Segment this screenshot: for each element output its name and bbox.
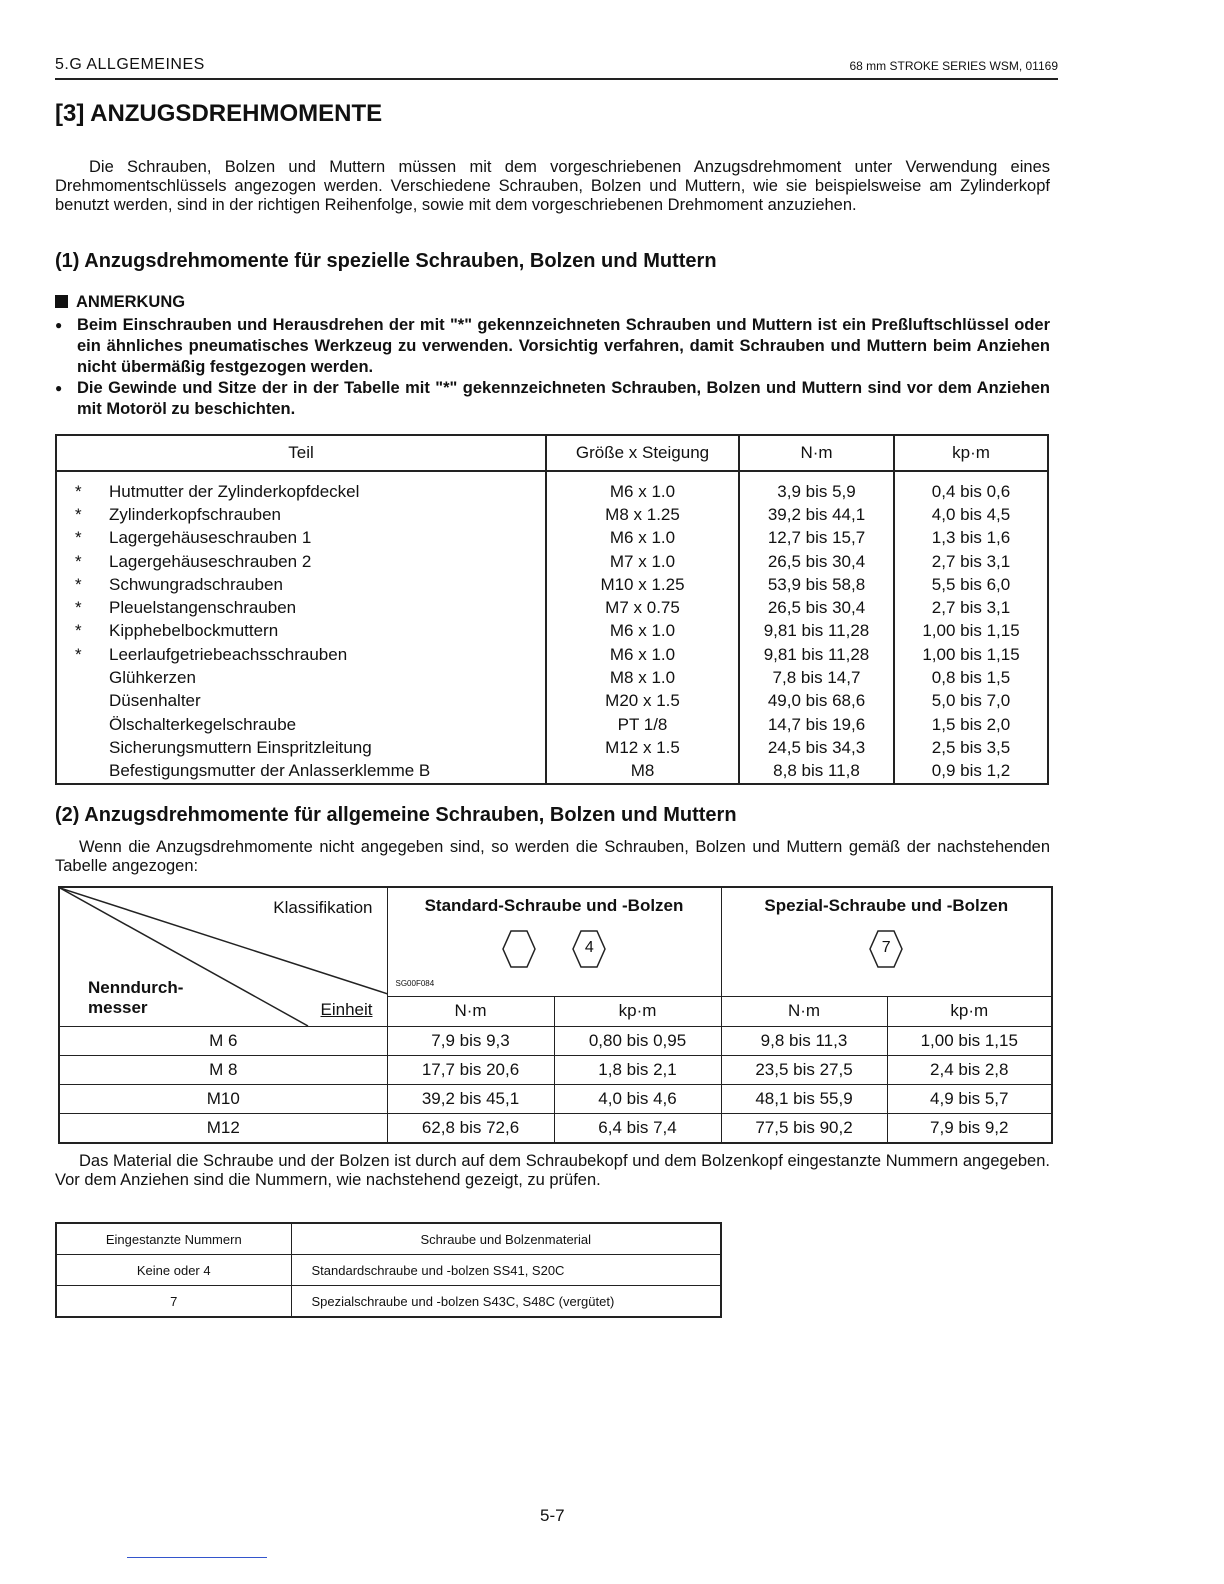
skp-cell: 4,0 bis 4,6 (554, 1085, 721, 1114)
size-cell: M20 x 1.5 (546, 690, 739, 713)
kpm-cell: 0,4 bis 0,6 (894, 471, 1048, 503)
unit-label: Einheit (320, 1000, 373, 1019)
part-cell (56, 527, 546, 550)
size-cell: M6 x 1.0 (546, 527, 739, 550)
size-cell: M8 (546, 760, 739, 784)
part-cell (56, 503, 546, 526)
table-row (56, 666, 1048, 689)
size-cell: M12 x 1.5 (546, 736, 739, 759)
table-row (56, 527, 1048, 550)
col-header: Teil (56, 435, 546, 471)
nm-cell: 3,9 bis 5,9 (739, 471, 894, 503)
table-row (56, 471, 1048, 503)
stamp-number: 7 (56, 1286, 291, 1318)
table-row (56, 573, 1048, 596)
part-name: Schwungradschrauben (109, 574, 283, 594)
table-row (59, 1114, 1052, 1144)
nm-cell: 14,7 bis 19,6 (739, 713, 894, 736)
nm-cell: 53,9 bis 58,8 (739, 573, 894, 596)
nm-cell: 9,81 bis 11,28 (739, 643, 894, 666)
nm-cell: 9,81 bis 11,28 (739, 620, 894, 643)
size-cell: M7 x 0.75 (546, 596, 739, 619)
part-cell (56, 643, 546, 666)
pnm-cell: 9,8 bis 11,3 (721, 1027, 887, 1056)
kpm-cell: 1,5 bis 2,0 (894, 713, 1048, 736)
unit-header: N·m (721, 996, 887, 1026)
part-cell (56, 573, 546, 596)
nm-cell: 26,5 bis 30,4 (739, 596, 894, 619)
star-mark: * (75, 574, 82, 594)
table-row (56, 503, 1048, 526)
intro-paragraph: Die Schrauben, Bolzen und Muttern müssen mit dem vorgeschriebenen Anzugsdrehmoment unter Verwendung eines Drehmomentschlüssels angezogen werden. Verschiedene Schrauben, Bolzen und Muttern, wie sie beispielsweise am Zylinderkopf benutzt werden, sind in der richtigen Reihenfolge, sowie mit dem vorgeschriebenen Drehmoment anzuziehen. (55, 158, 1050, 214)
part-cell (56, 596, 546, 619)
star-mark: * (75, 644, 82, 664)
section-label: 5.G ALLGEMEINES (55, 56, 205, 73)
part-name: Glühkerzen (109, 668, 196, 688)
size-cell: M8 x 1.0 (546, 666, 739, 689)
star-mark: * (75, 528, 82, 548)
part-cell (56, 666, 546, 689)
part-name: Lagergehäuseschrauben 1 (109, 528, 312, 548)
pnm-cell: 48,1 bis 55,9 (721, 1085, 887, 1114)
note-square-icon (55, 295, 68, 308)
section2-heading: (2) Anzugsdrehmomente für allgemeine Schrauben, Bolzen und Muttern (55, 804, 737, 826)
part-cell (56, 620, 546, 643)
diameter-label (88, 978, 183, 1018)
nm-cell: 8,8 bis 11,8 (739, 760, 894, 784)
special-torque-table (55, 434, 1049, 785)
size-cell: M6 x 1.0 (546, 620, 739, 643)
diameter-label-1: Nenndurch- (88, 978, 184, 997)
star-mark: * (75, 481, 82, 501)
part-name: Zylinderkopfschrauben (109, 504, 281, 524)
table-row (56, 713, 1048, 736)
snm-cell: 7,9 bis 9,3 (387, 1027, 554, 1056)
size-cell: M6 x 1.0 (546, 471, 739, 503)
pkp-cell: 2,4 bis 2,8 (887, 1056, 1052, 1085)
col-header: Größe x Steigung (546, 435, 739, 471)
kpm-cell: 2,7 bis 3,1 (894, 550, 1048, 573)
table-row (56, 690, 1048, 713)
nm-cell: 49,0 bis 68,6 (739, 690, 894, 713)
size-cell: PT 1/8 (546, 713, 739, 736)
note-item: ● Beim Einschrauben und Herausdrehen der mit "*" gekennzeichneten Schrauben und Muttern ist ein Preßluftschlüssel oder ein ähnliches pneumatisches Werkzeug zu verwenden. Vorsichtig verfahren, damit Schrauben und Muttern beim Anziehen nicht übermäßig festgezogen werden. (55, 315, 1050, 378)
kpm-cell: 4,0 bis 4,5 (894, 503, 1048, 526)
table-row (59, 1027, 1052, 1056)
part-name: Kipphebelbockmuttern (109, 621, 279, 641)
d-cell: M10 (59, 1085, 387, 1114)
special-label: Spezial-Schraube und -Bolzen (764, 896, 1009, 915)
unit-header: N·m (387, 996, 554, 1026)
general-torque-table (58, 886, 1053, 1144)
size-cell: M6 x 1.0 (546, 643, 739, 666)
skp-cell: 0,80 bis 0,95 (554, 1027, 721, 1056)
hex-mark: 4 (584, 939, 594, 956)
part-name: Pleuelstangenschrauben (109, 598, 297, 618)
classification-label: Klassifikation (273, 898, 373, 917)
hexagon-blank-icon (502, 930, 536, 968)
kpm-cell: 1,00 bis 1,15 (894, 643, 1048, 666)
pkp-cell: 4,9 bis 5,7 (887, 1085, 1052, 1114)
page-header (55, 56, 1058, 80)
divider (127, 1557, 267, 1558)
part-name: Hutmutter der Zylinderkopfdeckel (109, 481, 360, 501)
material-paragraph: Das Material die Schraube und der Bolzen ist durch auf dem Schraubekopf und dem Bolzenkopf eingestanzte Nummern angegeben. Vor dem Anziehen sind die Nummern, wie nachstehend gezeigt, zu prüfen. (55, 1152, 1050, 1189)
part-name: Düsenhalter (109, 691, 201, 711)
skp-cell: 1,8 bis 2,1 (554, 1056, 721, 1085)
material-table (55, 1222, 722, 1318)
standard-label: Standard-Schraube und -Bolzen (424, 896, 684, 915)
hexagon-7-icon (869, 930, 903, 968)
special-header (721, 887, 1052, 996)
hex-mark: 7 (881, 939, 891, 956)
size-cell: M10 x 1.25 (546, 573, 739, 596)
d-cell: M 6 (59, 1027, 387, 1056)
part-cell (56, 471, 546, 503)
part-cell (56, 713, 546, 736)
page-title: [3] ANZUGSDREHMOMENTE (55, 100, 383, 127)
unit-header: kp·m (887, 996, 1052, 1026)
pkp-cell: 1,00 bis 1,15 (887, 1027, 1052, 1056)
snm-cell: 62,8 bis 72,6 (387, 1114, 554, 1144)
part-name: Leerlaufgetriebeachsschrauben (109, 644, 348, 664)
series-label: 68 mm STROKE SERIES WSM, 01169 (849, 59, 1058, 73)
kpm-cell: 2,5 bis 3,5 (894, 736, 1048, 759)
star-mark: * (75, 504, 82, 524)
col-header: N·m (739, 435, 894, 471)
standard-marks (388, 930, 721, 968)
part-name: Befestigungsmutter der Anlasserklemme B (109, 761, 431, 781)
section1-heading: (1) Anzugsdrehmomente für spezielle Schrauben, Bolzen und Muttern (55, 250, 717, 272)
table-row (56, 760, 1048, 784)
pnm-cell: 23,5 bis 27,5 (721, 1056, 887, 1085)
pkp-cell: 7,9 bis 9,2 (887, 1114, 1052, 1144)
note-label: ANMERKUNG (76, 293, 186, 311)
nm-cell: 7,8 bis 14,7 (739, 666, 894, 689)
star-mark: * (75, 621, 82, 641)
hexagon-4-icon (572, 930, 606, 968)
page-number: 5-7 (540, 1506, 565, 1525)
pnm-cell: 77,5 bis 90,2 (721, 1114, 887, 1144)
figure-code: SG00F084 (395, 978, 435, 988)
table-row (56, 643, 1048, 666)
part-cell (56, 736, 546, 759)
col-header: Eingestanzte Nummern (56, 1223, 291, 1255)
nm-cell: 24,5 bis 34,3 (739, 736, 894, 759)
special-marks (722, 930, 1052, 968)
table-row (59, 1085, 1052, 1114)
snm-cell: 39,2 bis 45,1 (387, 1085, 554, 1114)
table-row (56, 596, 1048, 619)
table-row (56, 550, 1048, 573)
table-row (59, 1056, 1052, 1085)
kpm-cell: 5,0 bis 7,0 (894, 690, 1048, 713)
part-cell (56, 690, 546, 713)
kpm-cell: 5,5 bis 6,0 (894, 573, 1048, 596)
material: Spezialschraube und -bolzen S43C, S48C (vergütet) (291, 1286, 721, 1318)
stamp-number: Keine oder 4 (56, 1255, 291, 1286)
kpm-cell: 1,3 bis 1,6 (894, 527, 1048, 550)
size-cell: M7 x 1.0 (546, 550, 739, 573)
unit-header: kp·m (554, 996, 721, 1026)
kpm-cell: 1,00 bis 1,15 (894, 620, 1048, 643)
part-name: Sicherungsmuttern Einspritzleitung (109, 737, 372, 757)
part-cell (56, 760, 546, 784)
d-cell: M12 (59, 1114, 387, 1144)
d-cell: M 8 (59, 1056, 387, 1085)
col-header: Schraube und Bolzenmaterial (291, 1223, 721, 1255)
col-header: kp·m (894, 435, 1048, 471)
section2-intro: Wenn die Anzugsdrehmomente nicht angegeben sind, so werden die Schrauben, Bolzen und Muttern gemäß der nachstehenden Tabelle angezogen: (55, 838, 1050, 875)
size-cell: M8 x 1.25 (546, 503, 739, 526)
table-row (56, 620, 1048, 643)
material: Standardschraube und -bolzen SS41, S20C (291, 1255, 721, 1286)
kpm-cell: 0,8 bis 1,5 (894, 666, 1048, 689)
diameter-label-2: messer (88, 998, 148, 1017)
nm-cell: 39,2 bis 44,1 (739, 503, 894, 526)
corner-cell (59, 887, 387, 1027)
star-mark: * (75, 551, 82, 571)
part-cell (56, 550, 546, 573)
kpm-cell: 0,9 bis 1,2 (894, 760, 1048, 784)
table-row (56, 736, 1048, 759)
part-name: Lagergehäuseschrauben 2 (109, 551, 312, 571)
snm-cell: 17,7 bis 20,6 (387, 1056, 554, 1085)
skp-cell: 6,4 bis 7,4 (554, 1114, 721, 1144)
note-block (55, 292, 1050, 420)
standard-header (387, 887, 721, 996)
nm-cell: 26,5 bis 30,4 (739, 550, 894, 573)
nm-cell: 12,7 bis 15,7 (739, 527, 894, 550)
kpm-cell: 2,7 bis 3,1 (894, 596, 1048, 619)
star-mark: * (75, 598, 82, 618)
note-item: ● Die Gewinde und Sitze der in der Tabelle mit "*" gekennzeichneten Schrauben, Bolzen und Muttern sind vor dem Anziehen mit Motoröl zu beschichten. (55, 378, 1050, 420)
part-name: Ölschalterkegelschraube (109, 714, 297, 734)
